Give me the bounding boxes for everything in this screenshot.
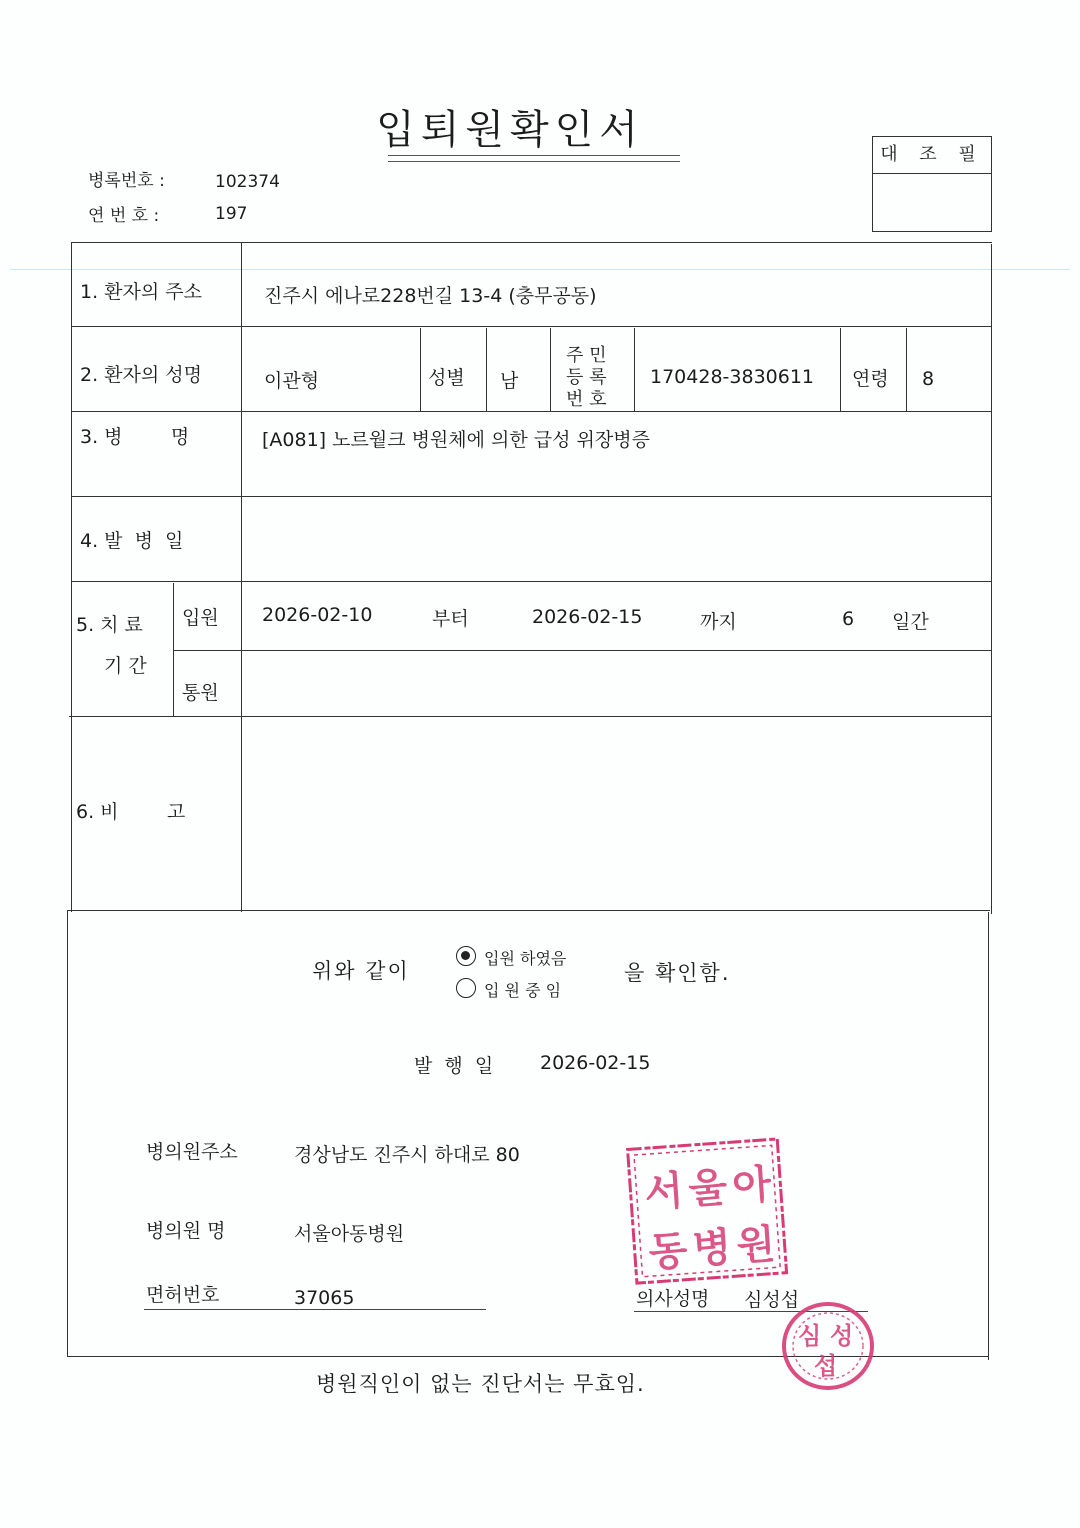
age-value: 8 [922,368,935,390]
table-row-divider [69,716,991,717]
table-row-divider [71,496,992,497]
table-border [988,912,989,1360]
table-column-divider [173,583,174,717]
days-word: 일간 [892,611,929,633]
table-column-divider [420,328,421,412]
to-word: 까지 [700,611,737,633]
disease-label: 3. 병 명 [80,426,190,448]
doctor-seal-stamp [776,1296,882,1396]
table-row-divider [68,910,990,911]
confirmation-suffix: 을 확인함. [624,961,731,985]
confirmation-prefix: 위와 같이 [312,959,410,983]
treatment-period-label: 기 간 [104,655,147,677]
table-column-divider [906,328,907,412]
rrn-label: 번 호 [566,389,607,410]
issue-date-label: 발 행 일 [414,1055,494,1077]
table-row-divider [71,411,992,412]
sex-value: 남 [500,370,519,392]
svg-text:동: 동 [647,1227,690,1277]
svg-text:아: 아 [730,1161,773,1211]
table-column-divider [241,242,242,912]
outpatient-label: 통원 [182,682,219,704]
hospital-address-label: 병의원주소 [146,1141,238,1163]
title-underline [388,155,680,156]
remarks-label: 6. 비 고 [76,801,186,823]
admitted-option-label: 입원 하였음 [484,949,567,968]
svg-text:원: 원 [735,1221,777,1271]
hospital-seal-stamp [624,1130,792,1286]
invalid-without-seal-notice: 병원직인이 없는 진단서는 무효임. [316,1372,645,1396]
table-row-divider [173,650,991,651]
record-number-value: 102374 [215,172,280,192]
patient-name-label: 2. 환자의 성명 [80,364,202,386]
table-row-divider [71,326,992,327]
admitted-radio[interactable] [456,946,476,966]
radio-selected-dot [461,951,470,960]
svg-text:심: 심 [798,1322,822,1350]
treatment-period-label: 5. 치 료 [76,614,143,636]
onset-date-label: 4. 발 병 일 [80,530,184,552]
in-hospital-radio[interactable] [456,978,476,998]
license-underline [144,1309,486,1310]
in-hospital-option-label: 입 원 중 임 [484,981,562,1000]
patient-address-label: 1. 환자의 주소 [80,281,202,303]
document-title: 입퇴원확인서 [376,107,644,153]
doctor-name-label: 의사성명 [636,1288,710,1310]
rrn-label: 주 민 [566,345,607,366]
hospital-name-label: 병의원 명 [146,1220,226,1242]
svg-text:성: 성 [830,1322,854,1350]
table-border [991,244,992,914]
rrn-label: 등 록 [566,367,607,388]
inpatient-from-date: 2026-02-10 [262,604,373,626]
svg-text:서: 서 [643,1167,685,1217]
inpatient-to-date: 2026-02-15 [532,606,643,628]
issue-date-value: 2026-02-15 [540,1052,651,1074]
reference-check-label: 대 조 필 [873,137,991,174]
inpatient-label: 입원 [182,607,219,629]
rrn-value: 170428-3830611 [650,366,815,388]
svg-text:울: 울 [686,1164,729,1214]
hospital-address-value: 경상남도 진주시 하대로 80 [294,1144,520,1166]
table-column-divider [840,328,841,412]
record-number-label: 병록번호 : [88,171,165,191]
inpatient-days: 6 [842,608,855,630]
table-row-divider [71,581,992,582]
hospital-name-value: 서울아동병원 [294,1223,405,1245]
sex-label: 성별 [428,367,465,389]
license-number-value: 37065 [294,1287,355,1309]
table-column-divider [634,328,635,412]
table-column-divider [486,328,487,412]
serial-number-label: 연 번 호 : [88,206,160,226]
title-underline [388,161,680,162]
serial-number-value: 197 [215,204,248,224]
patient-name-value: 이관형 [264,370,320,392]
table-row-divider [71,242,992,243]
svg-text:섭: 섭 [814,1352,838,1380]
scan-artifact-line [10,269,1070,270]
table-border [71,242,72,912]
doctor-name-value: 심성섭 [744,1289,800,1311]
table-column-divider [550,328,551,412]
table-border [67,910,68,1357]
reference-check-box [872,136,992,232]
disease-value: [A081] 노르웥크 병원체에 의한 급성 위장병증 [262,429,650,451]
age-label: 연령 [852,368,889,390]
svg-text:병: 병 [691,1224,733,1274]
patient-address-value: 진주시 에나로228번길 13-4 (충무공동) [264,285,597,307]
license-number-label: 면허번호 [146,1284,220,1306]
from-word: 부터 [432,608,469,630]
